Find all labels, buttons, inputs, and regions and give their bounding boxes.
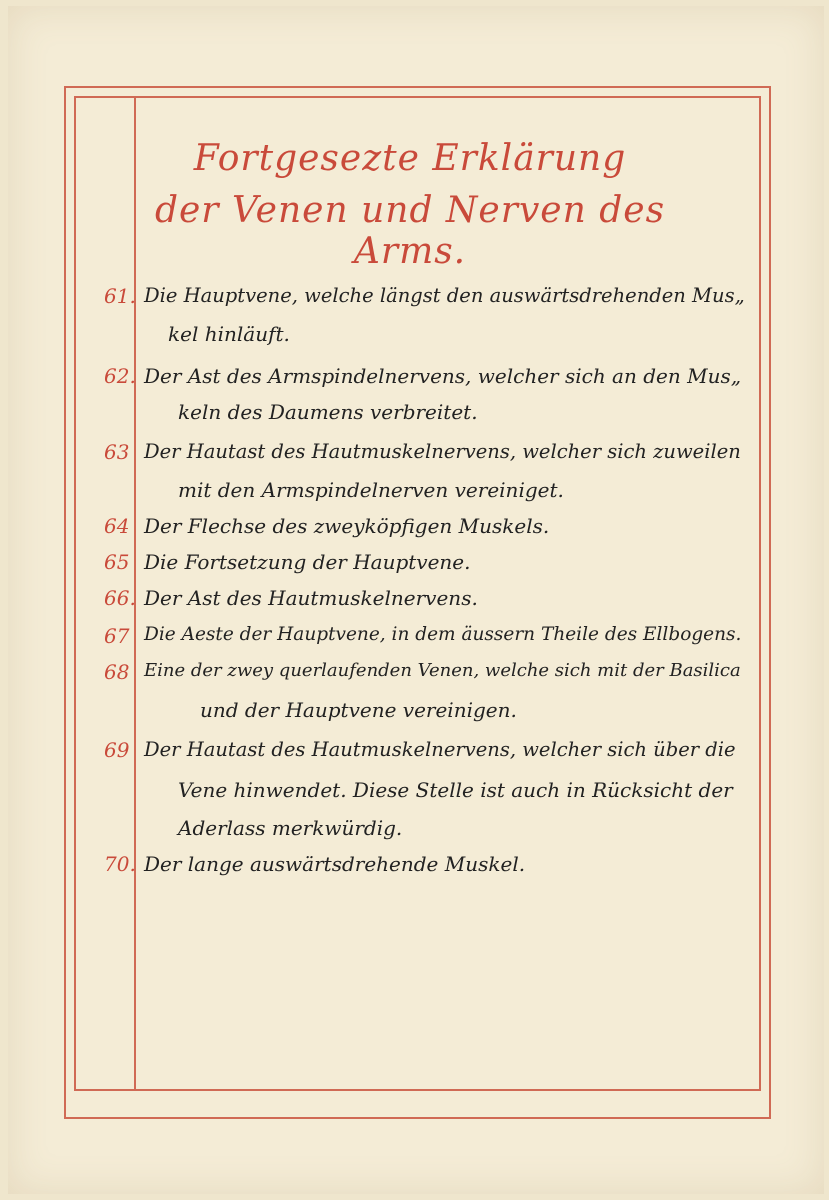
entry-number: 66. (104, 586, 136, 610)
entry-text: Vene hinwendet. Diese Stelle ist auch in Rücksicht der (178, 778, 733, 802)
entry-text: kel hinläuft. (168, 322, 290, 346)
title-line-1: Fortgesezte Erklärung (193, 138, 627, 179)
entry-number: 65 (104, 550, 130, 574)
entry-text: Der Flechse des zweyköpfigen Muskels. (144, 514, 550, 538)
entry-text: Der Ast des Hautmuskelnervens. (144, 586, 478, 610)
entry-text: Die Fortsetzung der Hauptvene. (144, 550, 471, 574)
entry-number: 69 (104, 738, 130, 762)
entry-number: 64 (104, 514, 130, 538)
entry-text: Die Aeste der Hauptvene, in dem äussern Theile des Ellbogens. (144, 624, 742, 645)
entry-text: mit den Armspindelnerven vereiniget. (178, 478, 564, 502)
entry-text: keln des Daumens verbreitet. (178, 400, 478, 424)
entry-number: 63 (104, 440, 130, 464)
entry-text: Aderlass merkwürdig. (178, 816, 403, 840)
entry-number: 70. (104, 852, 136, 876)
entry-number: 68 (104, 660, 130, 684)
entry-text: Eine der zwey querlaufenden Venen, welche sich mit der Basilica (144, 660, 741, 681)
entry-text: Der Hautast des Hautmuskelnervens, welcher sich zuweilen (144, 440, 741, 463)
entry-number: 61. (104, 284, 136, 308)
entry-number: 62. (104, 364, 136, 388)
title-line-2: der Venen und Nerven des Arms. (154, 190, 666, 272)
entry-number: 67 (104, 624, 130, 648)
entry-text: Der lange auswärtsdrehende Muskel. (144, 852, 526, 876)
entry-text: und der Hauptvene vereinigen. (200, 698, 517, 722)
entry-text: Der Ast des Armspindelnervens, welcher sich an den Mus„ (144, 364, 742, 388)
entry-text: Der Hautast des Hautmuskelnervens, welcher sich über die (144, 738, 736, 761)
entry-text: Die Hauptvene, welche längst den auswärtsdrehenden Mus„ (144, 284, 745, 307)
